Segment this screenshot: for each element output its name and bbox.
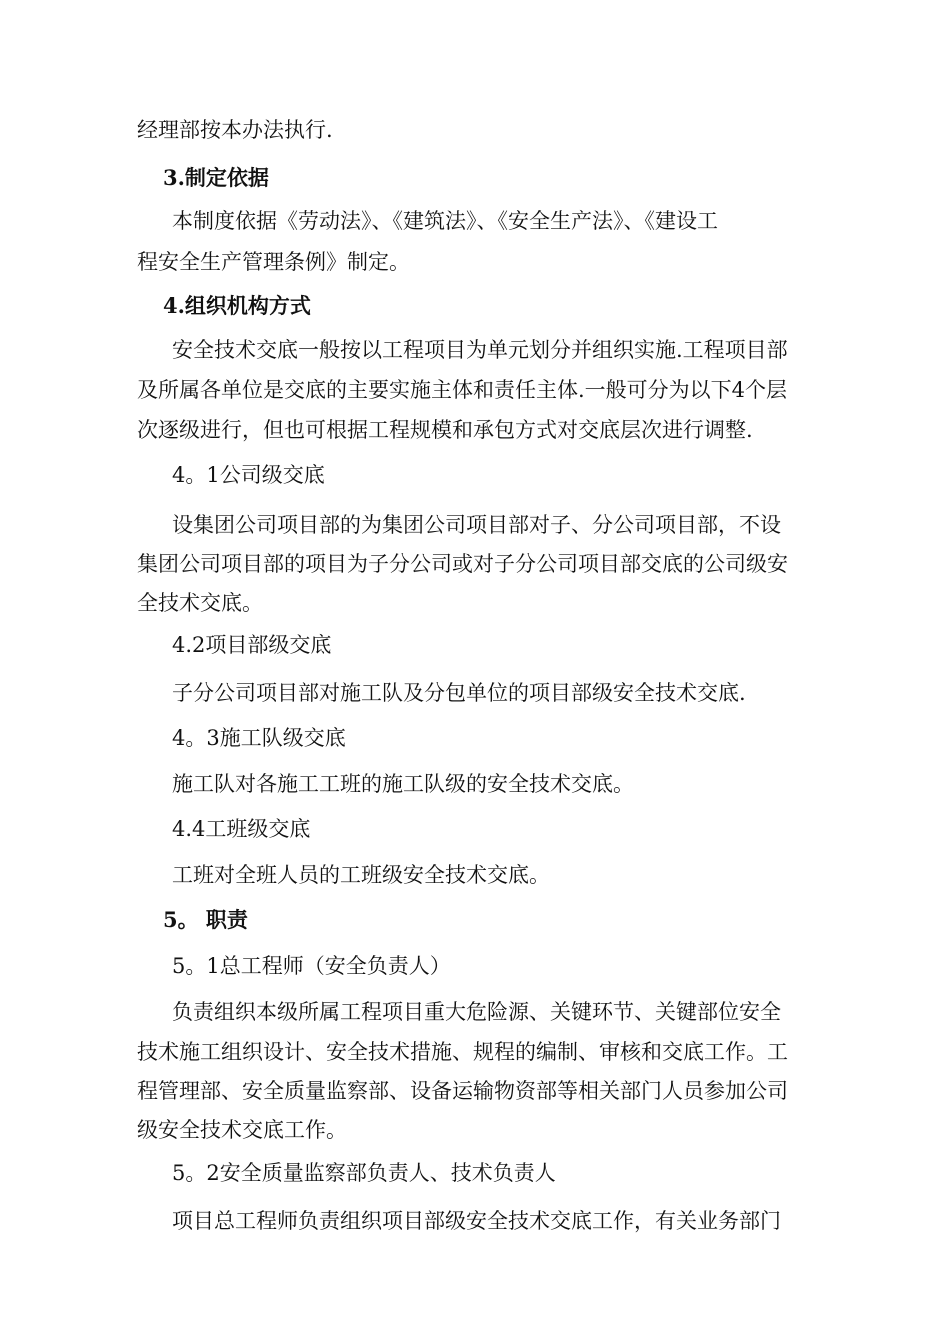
section-heading-5: 5。 职责	[163, 907, 248, 932]
subsection-heading-4-3: 4。3施工队级交底	[172, 726, 346, 750]
paragraph-line: 及所属各单位是交底的主要实施主体和责任主体.一般可分为以下4个层	[137, 378, 788, 402]
section-heading-3: 3.制定依据	[163, 165, 269, 190]
paragraph-line: 安全技术交底一般按以工程项目为单元划分并组织实施.工程项目部	[172, 338, 788, 362]
paragraph-line: 子分公司项目部对施工队及分包单位的项目部级安全技术交底.	[172, 681, 746, 705]
paragraph-line: 级安全技术交底工作。	[137, 1118, 347, 1142]
paragraph-line: 负责组织本级所属工程项目重大危险源、关键环节、关键部位安全	[172, 1000, 781, 1024]
paragraph-line: 经理部按本办法执行.	[137, 118, 333, 142]
paragraph-line: 本制度依据《劳动法》、《建筑法》、《安全生产法》、《建设工	[172, 209, 718, 233]
section-heading-4: 4.组织机构方式	[163, 293, 311, 318]
paragraph-line: 工班对全班人员的工班级安全技术交底。	[172, 863, 550, 887]
subsection-heading-5-1: 5。1总工程师（安全负责人）	[172, 954, 451, 978]
subsection-heading-4-1: 4。1公司级交底	[172, 463, 325, 487]
paragraph-line: 技术施工组织设计、安全技术措施、规程的编制、审核和交底工作。工	[137, 1040, 788, 1064]
paragraph-line: 施工队对各施工工班的施工队级的安全技术交底。	[172, 772, 634, 796]
paragraph-line: 集团公司项目部的项目为子分公司或对子分公司项目部交底的公司级安	[137, 552, 788, 576]
paragraph-line: 项目总工程师负责组织项目部级安全技术交底工作，有关业务部门	[172, 1209, 781, 1233]
paragraph-line: 次逐级进行，但也可根据工程规模和承包方式对交底层次进行调整.	[137, 418, 753, 442]
subsection-heading-4-2: 4.2项目部级交底	[172, 633, 332, 657]
paragraph-line: 设集团公司项目部的为集团公司项目部对子、分公司项目部，不设	[172, 513, 781, 537]
paragraph-line: 程安全生产管理条例》制定。	[137, 250, 410, 274]
subsection-heading-5-2: 5。2安全质量监察部负责人、技术负责人	[172, 1161, 556, 1185]
subsection-heading-4-4: 4.4工班级交底	[172, 817, 311, 841]
paragraph-line: 全技术交底。	[137, 591, 263, 615]
paragraph-line: 程管理部、安全质量监察部、设备运输物资部等相关部门人员参加公司	[137, 1079, 788, 1103]
